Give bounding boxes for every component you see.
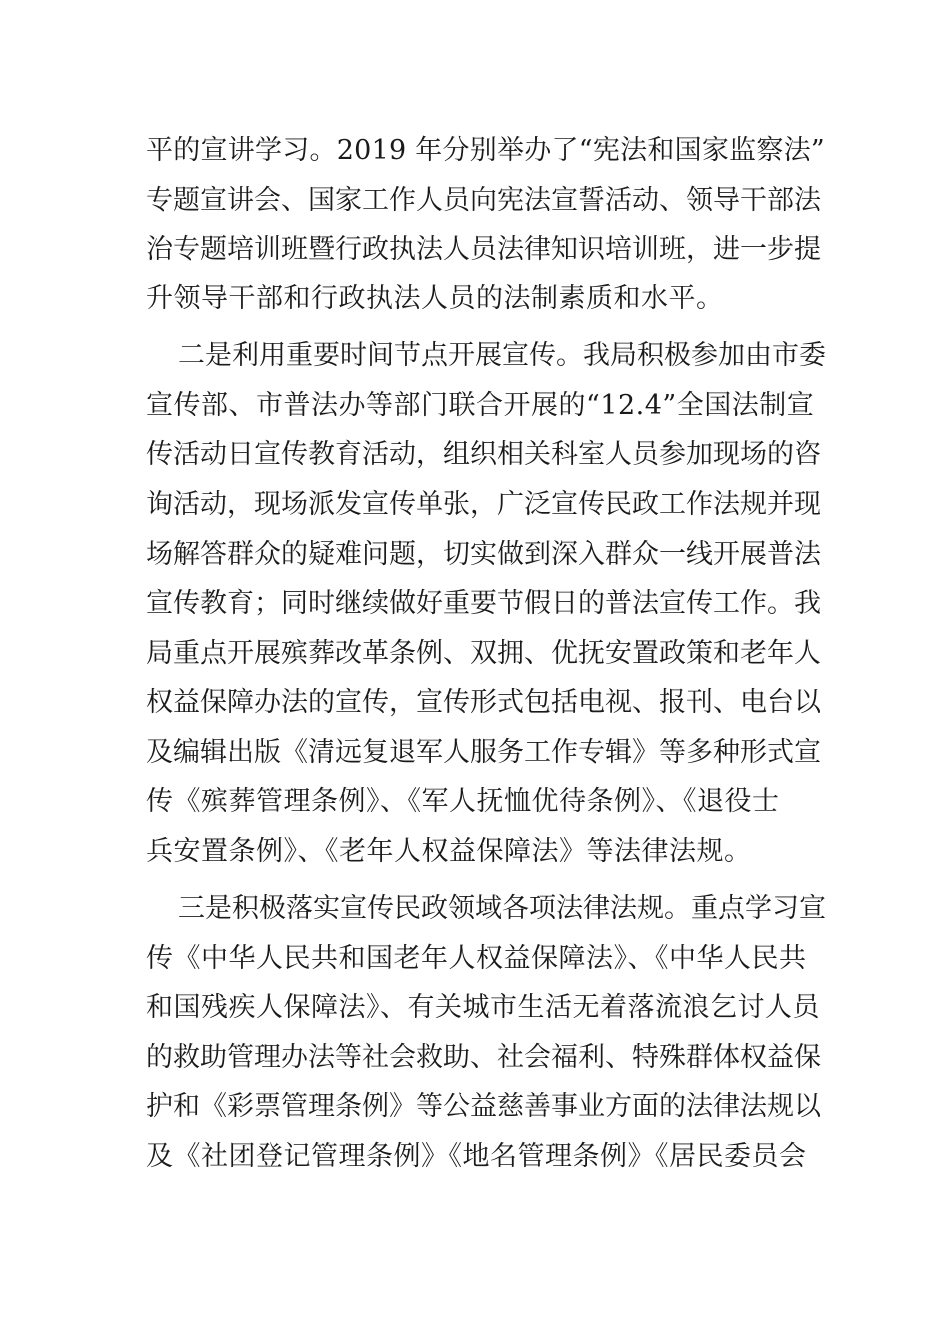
text-line: 二是利用重要时间节点开展宣传。我局积极参加由市委 — [178, 340, 826, 371]
text-line: 护和《彩票管理条例》等公益慈善事业方面的法律法规以 — [146, 1091, 821, 1122]
text-line: 及编辑出版《清远复退军人服务工作专辑》等多种形式宣 — [146, 737, 821, 768]
text-line: 宣传教育；同时继续做好重要节假日的普法宣传工作。我 — [146, 588, 821, 619]
text-line: 专题宣讲会、国家工作人员向宪法宣誓活动、领导干部法 — [146, 185, 821, 216]
text-line: 传活动日宣传教育活动，组织相关科室人员参加现场的咨 — [146, 439, 821, 470]
text-line: 兵安置条例》、《老年人权益保障法》等法律法规。 — [146, 836, 752, 867]
text-line: 权益保障办法的宣传，宣传形式包括电视、报刊、电台以 — [146, 687, 821, 718]
text-line: 三是积极落实宣传民政领域各项法律法规。重点学习宣 — [178, 893, 826, 924]
text-line: 升领导干部和行政执法人员的法制素质和水平。 — [146, 283, 724, 314]
text-line: 平的宣讲学习。2019 年分别举办了“宪法和国家监察法” — [146, 135, 825, 166]
text-line: 的救助管理办法等社会救助、社会福利、特殊群体权益保 — [146, 1042, 821, 1073]
text-line: 和国残疾人保障法》、有关城市生活无着落流浪乞讨人员 — [146, 992, 820, 1023]
text-line: 宣传部、市普法办等部门联合开展的“12.4”全国法制宣 — [146, 390, 815, 421]
text-line: 治专题培训班暨行政执法人员法律知识培训班，进一步提 — [146, 234, 821, 265]
text-line: 场解答群众的疑难问题，切实做到深入群众一线开展普法 — [146, 539, 821, 570]
text-line: 询活动，现场派发宣传单张，广泛宣传民政工作法规并现 — [146, 489, 821, 520]
text-line: 传《中华人民共和国老年人权益保障法》、《中华人民共 — [146, 943, 807, 974]
text-line: 传《殡葬管理条例》、《军人抚恤优待条例》、《退役士 — [146, 786, 780, 817]
text-line: 及《社团登记管理条例》《地名管理条例》《居民委员会 — [146, 1141, 807, 1172]
text-line: 局重点开展殡葬改革条例、双拥、优抚安置政策和老年人 — [146, 638, 821, 669]
